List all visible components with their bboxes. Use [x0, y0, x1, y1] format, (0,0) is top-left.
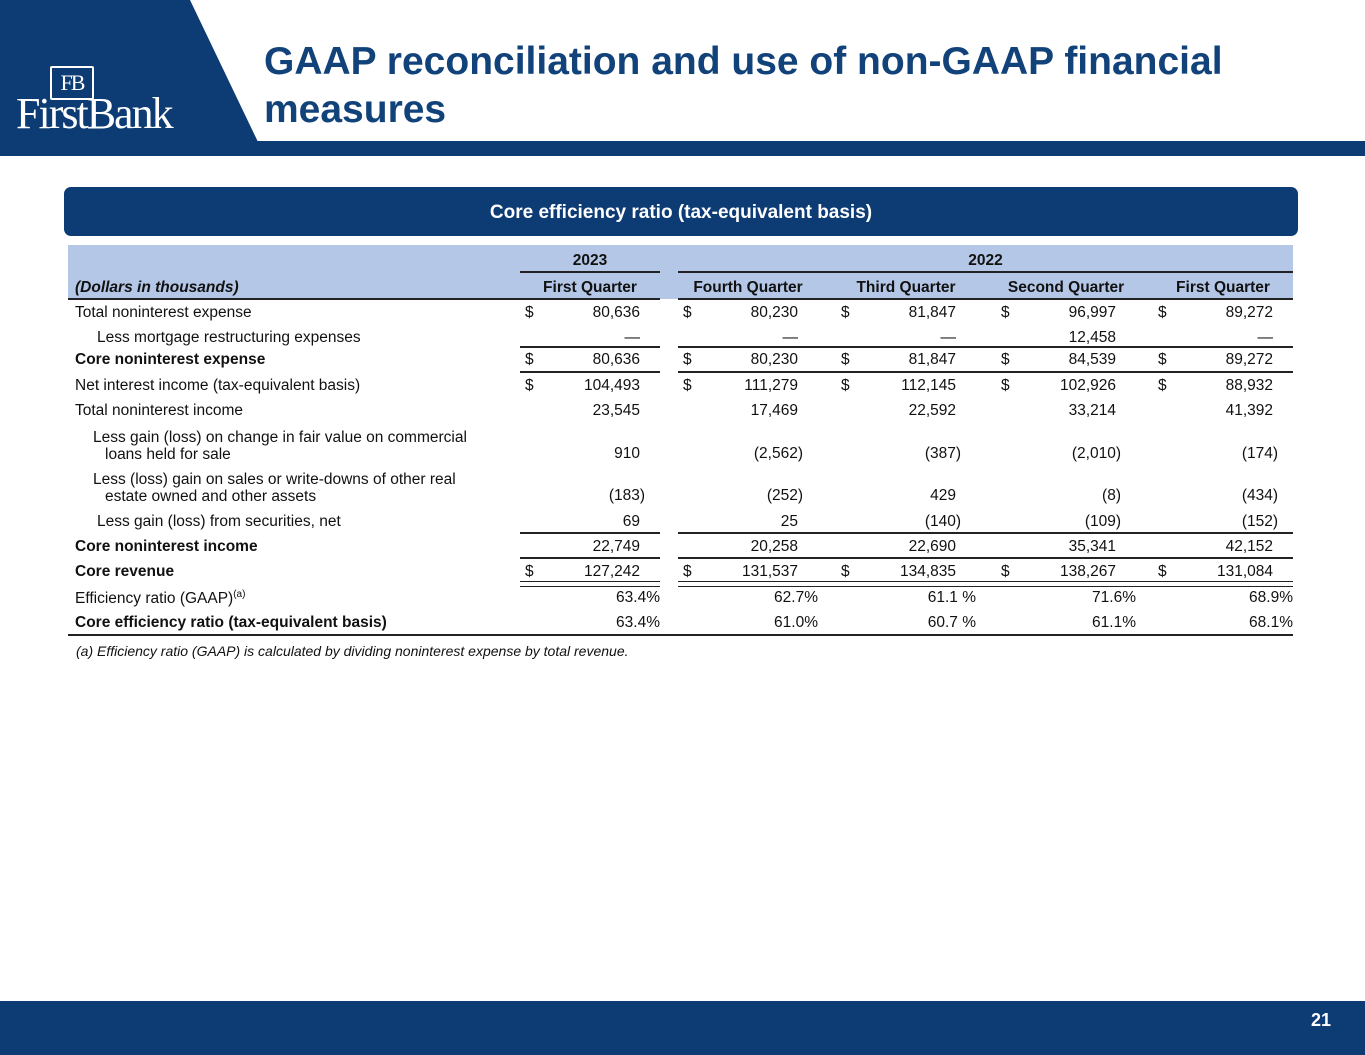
table-cell: 910	[614, 445, 640, 462]
table-cell: (174)	[1241, 445, 1278, 462]
table-cell: (140)	[924, 513, 961, 530]
subtotal-rule	[520, 532, 660, 534]
row-label	[75, 402, 243, 420]
table-cell: —	[1257, 329, 1273, 346]
dollar-sign: $	[683, 304, 692, 321]
year-2023: 2023	[572, 252, 608, 269]
table-cell: 68.1%	[1249, 614, 1293, 631]
row-label-text: Total noninterest expense	[75, 304, 252, 321]
table-cell: 61.0%	[774, 614, 818, 631]
row-label	[75, 614, 387, 632]
dollar-sign: $	[1158, 351, 1167, 368]
section-banner: Core efficiency ratio (tax-equivalent basis)	[64, 187, 1298, 236]
table-cell: 429	[930, 487, 956, 504]
subtotal-rule	[678, 532, 1293, 534]
col-header-q1-2023: First Quarter	[543, 279, 637, 296]
table-cell: 88,932	[1225, 377, 1273, 394]
row-label	[97, 329, 361, 347]
table-cell: 80,230	[750, 304, 798, 321]
row-label	[75, 351, 265, 369]
table-cell: 62.7%	[774, 589, 818, 606]
table-cell: 61.1 %	[927, 589, 976, 606]
page-title: GAAP reconciliation and use of non-GAAP financial measures	[264, 40, 1223, 131]
table-cell: (152)	[1241, 513, 1278, 530]
table-cell: —	[624, 329, 640, 346]
table-cell: 131,084	[1216, 563, 1273, 580]
header	[0, 0, 1365, 156]
dollar-sign: $	[1001, 563, 1010, 580]
col-header-q1-2022: First Quarter	[1176, 279, 1270, 296]
table-cell: (109)	[1084, 513, 1121, 530]
table-cell: 89,272	[1225, 351, 1273, 368]
row-label: Less gain (loss) on change in fair value on commercial	[93, 429, 467, 446]
footnote-marker: (a)	[233, 589, 246, 600]
table-cell: 20,258	[750, 538, 798, 555]
dollar-sign: $	[1158, 563, 1167, 580]
table-cell: 23,545	[592, 402, 640, 419]
row-label-text: Less gain (loss) from securities, net	[97, 513, 341, 530]
col-header-q4-2022: Fourth Quarter	[693, 279, 803, 296]
table-bottom-rule	[68, 634, 1293, 636]
table-cell: 89,272	[1225, 304, 1273, 321]
dollar-sign: $	[841, 304, 850, 321]
table-cell: (2,562)	[753, 445, 803, 462]
table-cell: —	[940, 329, 956, 346]
dollar-sign: $	[841, 563, 850, 580]
row-label: Less (loss) gain on sales or write-downs of other real	[93, 471, 456, 488]
subtotal-rule	[678, 346, 1293, 348]
dollar-sign: $	[525, 563, 534, 580]
table-cell: 80,230	[750, 351, 798, 368]
table-cell: —	[782, 329, 798, 346]
page-number: 21	[1310, 1010, 1331, 1030]
year-2022: 2022	[968, 252, 1003, 269]
subtotal-rule	[520, 557, 660, 559]
row-label-continued: loans held for sale	[105, 446, 231, 463]
table-cell: (8)	[1102, 487, 1121, 504]
row-label	[75, 304, 252, 322]
table-cell: 61.1%	[1092, 614, 1136, 631]
table-cell: 22,690	[908, 538, 956, 555]
row-label-text: Core efficiency ratio (tax-equivalent basis)	[75, 614, 387, 631]
table-cell: 81,847	[908, 351, 956, 368]
table-cell: 111,279	[744, 377, 798, 394]
firstbank-logo-mark: FB	[50, 66, 94, 100]
row-label	[75, 563, 174, 581]
header-rule-left	[68, 298, 660, 300]
dollar-sign: $	[525, 304, 534, 321]
subtotal-rule	[678, 557, 1293, 559]
row-label-text: Core noninterest income	[75, 538, 258, 555]
table-cell: 80,636	[592, 351, 640, 368]
dollar-sign: $	[1001, 304, 1010, 321]
footnote: (a) Efficiency ratio (GAAP) is calculated by dividing noninterest expense by total revenue.	[76, 643, 629, 659]
row-label-text: Less mortgage restructuring expenses	[97, 329, 361, 346]
dollar-sign: $	[525, 377, 534, 394]
dollar-sign: $	[1001, 351, 1010, 368]
row-label-continued: estate owned and other assets	[105, 488, 317, 505]
table-cell: 17,469	[750, 402, 798, 419]
table-cell: 104,493	[583, 377, 640, 394]
col-header-q2-2022: Second Quarter	[1007, 279, 1125, 296]
table-cell: 127,242	[583, 563, 640, 580]
table-cell: 33,214	[1068, 402, 1116, 419]
row-label	[75, 589, 245, 608]
table-cell: 131,537	[741, 563, 798, 580]
dollar-sign: $	[841, 377, 850, 394]
row-label-text: Total noninterest income	[75, 402, 244, 419]
unit-label: (Dollars in thousands)	[75, 279, 239, 296]
table-cell: 42,152	[1225, 538, 1273, 555]
table-cell: 22,749	[592, 538, 640, 555]
row-label	[75, 377, 360, 395]
table-cell: 63.4%	[616, 614, 660, 631]
col-header-q3-2022: Third Quarter	[856, 279, 956, 296]
table-cell: 138,267	[1059, 563, 1116, 580]
row-label	[97, 513, 341, 531]
row-label-text: Efficiency ratio (GAAP)	[75, 590, 234, 608]
table-cell: (183)	[608, 487, 645, 504]
table-cell: 68.9%	[1249, 589, 1293, 606]
table-cell: 35,341	[1068, 538, 1116, 555]
total-double-rule	[678, 581, 1293, 587]
row-label	[75, 538, 258, 556]
dollar-sign: $	[525, 351, 534, 368]
header-rule-right	[678, 298, 1293, 300]
year-2022-rule	[678, 271, 1293, 273]
row-label-text: Core noninterest expense	[75, 351, 266, 368]
footer-bar	[0, 1001, 1365, 1055]
table-cell: 134,835	[899, 563, 956, 580]
table-cell: 80,636	[592, 304, 640, 321]
table-cell: (252)	[766, 487, 803, 504]
table-cell: (2,010)	[1071, 445, 1121, 462]
dollar-sign: $	[1158, 304, 1167, 321]
table-cell: 22,592	[908, 402, 956, 419]
header-underline	[0, 141, 1365, 156]
subtotal-rule	[520, 346, 660, 348]
table-cell: 96,997	[1068, 304, 1116, 321]
table-cell: 60.7 %	[927, 614, 976, 631]
table-cell: 102,926	[1059, 377, 1116, 394]
subtotal-rule	[520, 371, 660, 373]
subtotal-rule	[678, 371, 1293, 373]
dollar-sign: $	[683, 563, 692, 580]
dollar-sign: $	[683, 377, 692, 394]
dollar-sign: $	[683, 351, 692, 368]
table-cell: 69	[622, 513, 640, 530]
table-cell: 63.4%	[616, 589, 660, 606]
table-cell: 81,847	[908, 304, 956, 321]
table-cell: 12,458	[1068, 329, 1116, 346]
table-cell: 112,145	[901, 377, 956, 394]
row-label-text: Net interest income (tax-equivalent basis)	[75, 377, 361, 394]
table-cell: (387)	[924, 445, 961, 462]
dollar-sign: $	[841, 351, 850, 368]
dollar-sign: $	[1001, 377, 1010, 394]
dollar-sign: $	[1158, 377, 1167, 394]
firstbank-logo-text: FirstBank	[16, 89, 172, 138]
table-cell: (434)	[1241, 487, 1278, 504]
table-cell: 71.6%	[1092, 589, 1136, 606]
table-cell: 25	[780, 513, 798, 530]
total-double-rule	[520, 581, 660, 587]
table-cell: 84,539	[1068, 351, 1116, 368]
row-label-text: Core revenue	[75, 563, 175, 580]
year-2023-rule	[520, 271, 660, 273]
table-cell: 41,392	[1225, 402, 1273, 419]
